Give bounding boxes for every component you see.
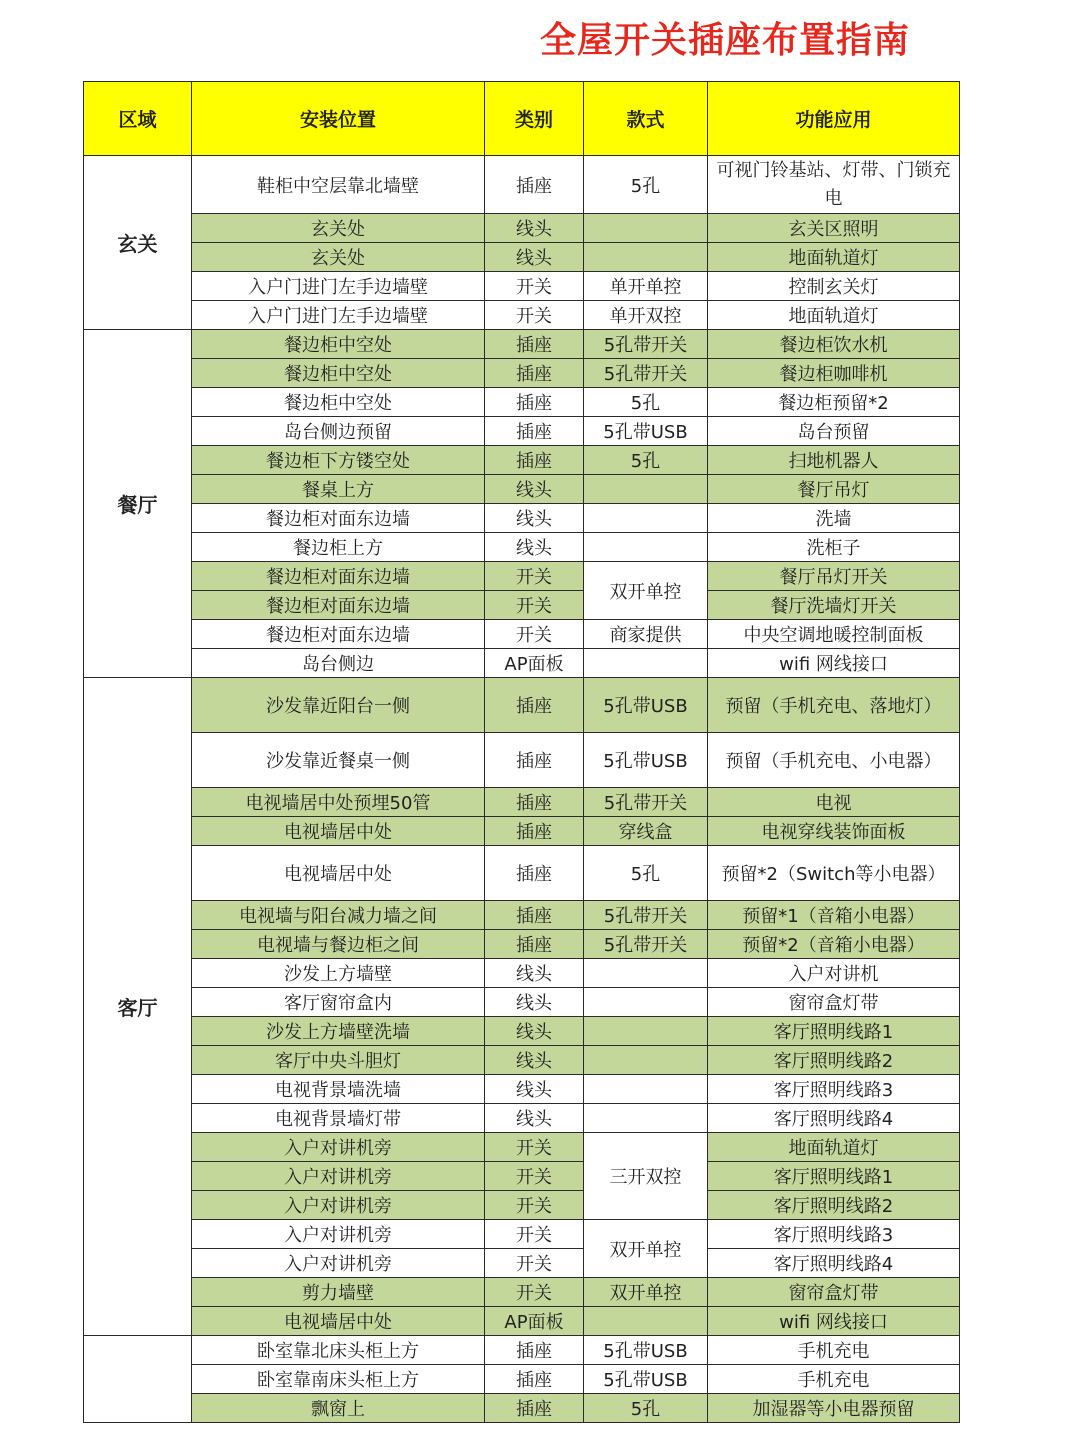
cell-function: 手机充电 (708, 1365, 960, 1394)
table-row (84, 959, 960, 988)
cell-category: 插座 (485, 1336, 584, 1365)
cell-category: 线头 (485, 475, 584, 504)
table-row (84, 1191, 960, 1220)
cell-location: 餐桌上方 (192, 475, 485, 504)
cell-style: 5孔带开关 (584, 359, 708, 388)
table-row (84, 846, 960, 901)
cell-category: 开关 (485, 1191, 584, 1220)
table-row (84, 1046, 960, 1075)
cell-style (584, 1046, 708, 1075)
cell-style: 5孔带开关 (584, 930, 708, 959)
cell-function: 加湿器等小电器预留 (708, 1394, 960, 1423)
table-row (84, 475, 960, 504)
cell-location: 玄关处 (192, 243, 485, 272)
cell-style (584, 214, 708, 243)
cell-style: 5孔 (584, 446, 708, 475)
cell-function: 预留（手机充电、落地灯） (708, 678, 960, 733)
cell-category: 插座 (485, 388, 584, 417)
cell-category: 线头 (485, 504, 584, 533)
cell-function: 客厅照明线路1 (708, 1017, 960, 1046)
table-row (84, 504, 960, 533)
cell-function: 扫地机器人 (708, 446, 960, 475)
header-region: 区域 (84, 82, 192, 156)
cell-category: 插座 (485, 930, 584, 959)
table-row (84, 562, 960, 591)
cell-style (584, 475, 708, 504)
cell-function: 洗柜子 (708, 533, 960, 562)
cell-location: 鞋柜中空层靠北墙壁 (192, 156, 485, 214)
header-category: 类别 (485, 82, 584, 156)
cell-function: 餐边柜饮水机 (708, 330, 960, 359)
table-row (84, 1394, 960, 1423)
cell-location: 电视墙居中处 (192, 1307, 485, 1336)
table-row (84, 678, 960, 733)
table-row (84, 330, 960, 359)
cell-function: 洗墙 (708, 504, 960, 533)
cell-style: 5孔带USB (584, 1365, 708, 1394)
cell-function: 客厅照明线路3 (708, 1075, 960, 1104)
cell-location: 岛台侧边 (192, 649, 485, 678)
cell-location: 电视墙与阳台减力墙之间 (192, 901, 485, 930)
cell-category: 插座 (485, 901, 584, 930)
table-row (84, 1249, 960, 1278)
cell-function: 岛台预留 (708, 417, 960, 446)
cell-style: 5孔 (584, 388, 708, 417)
cell-location: 餐边柜中空处 (192, 359, 485, 388)
cell-category: AP面板 (485, 1307, 584, 1336)
cell-style (584, 1307, 708, 1336)
cell-style: 5孔带开关 (584, 330, 708, 359)
cell-style: 5孔 (584, 156, 708, 214)
region-bedroom (84, 1336, 192, 1423)
table-row (84, 1017, 960, 1046)
table-row (84, 1162, 960, 1191)
cell-category: 开关 (485, 591, 584, 620)
cell-category: 插座 (485, 446, 584, 475)
cell-function: 餐厅吊灯开关 (708, 562, 960, 591)
cell-style (584, 1017, 708, 1046)
table-row (84, 388, 960, 417)
cell-function: 预留*2（Switch等小电器） (708, 846, 960, 901)
cell-category: 线头 (485, 1017, 584, 1046)
cell-style (584, 533, 708, 562)
cell-category: 开关 (485, 1133, 584, 1162)
cell-location: 客厅窗帘盒内 (192, 988, 485, 1017)
cell-location: 餐边柜上方 (192, 533, 485, 562)
cell-location: 入户对讲机旁 (192, 1249, 485, 1278)
cell-style: 双开单控 (584, 1220, 708, 1278)
cell-function: 餐厅吊灯 (708, 475, 960, 504)
table-row (84, 930, 960, 959)
cell-function: 客厅照明线路2 (708, 1046, 960, 1075)
cell-location: 餐边柜对面东边墙 (192, 504, 485, 533)
cell-function: wifi 网线接口 (708, 649, 960, 678)
cell-location: 入户门进门左手边墙壁 (192, 272, 485, 301)
cell-location: 电视背景墙洗墙 (192, 1075, 485, 1104)
cell-style: 5孔 (584, 846, 708, 901)
page-title: 全屋开关插座布置指南 (540, 20, 911, 61)
cell-category: 开关 (485, 272, 584, 301)
cell-location: 餐边柜下方镂空处 (192, 446, 485, 475)
cell-location: 卧室靠南床头柜上方 (192, 1365, 485, 1394)
cell-function: 地面轨道灯 (708, 1133, 960, 1162)
cell-function: 玄关区照明 (708, 214, 960, 243)
cell-category: 插座 (485, 1394, 584, 1423)
cell-location: 餐边柜中空处 (192, 388, 485, 417)
table-row (84, 1075, 960, 1104)
cell-function: 电视 (708, 788, 960, 817)
cell-category: 线头 (485, 243, 584, 272)
cell-location: 餐边柜中空处 (192, 330, 485, 359)
cell-style (584, 1075, 708, 1104)
cell-style: 5孔带USB (584, 1336, 708, 1365)
cell-location: 电视墙与餐边柜之间 (192, 930, 485, 959)
cell-function: 地面轨道灯 (708, 301, 960, 330)
table-row (84, 417, 960, 446)
cell-function: 中央空调地暖控制面板 (708, 620, 960, 649)
cell-location: 电视墙居中处预埋50管 (192, 788, 485, 817)
cell-function: 预留（手机充电、小电器） (708, 733, 960, 788)
cell-style: 5孔 (584, 1394, 708, 1423)
cell-category: 插座 (485, 417, 584, 446)
cell-category: 线头 (485, 533, 584, 562)
cell-style: 5孔带开关 (584, 901, 708, 930)
cell-category: 插座 (485, 678, 584, 733)
cell-function: 电视穿线装饰面板 (708, 817, 960, 846)
cell-function: 客厅照明线路4 (708, 1249, 960, 1278)
cell-style: 5孔带USB (584, 678, 708, 733)
table-row (84, 901, 960, 930)
region-canting: 餐厅 (84, 330, 192, 678)
cell-function: 可视门铃基站、灯带、门锁充电 (708, 156, 960, 214)
table-row (84, 988, 960, 1017)
cell-location: 入户门进门左手边墙壁 (192, 301, 485, 330)
cell-style (584, 959, 708, 988)
table-row (84, 1220, 960, 1249)
cell-category: 插座 (485, 330, 584, 359)
cell-function: 餐边柜咖啡机 (708, 359, 960, 388)
cell-function: 控制玄关灯 (708, 272, 960, 301)
header-function: 功能应用 (708, 82, 960, 156)
header-location: 安装位置 (192, 82, 485, 156)
cell-category: 线头 (485, 1046, 584, 1075)
switch-socket-table (83, 81, 960, 1423)
cell-style: 单开单控 (584, 272, 708, 301)
cell-function: 手机充电 (708, 1336, 960, 1365)
cell-category: 插座 (485, 846, 584, 901)
cell-location: 入户对讲机旁 (192, 1191, 485, 1220)
cell-location: 沙发靠近餐桌一侧 (192, 733, 485, 788)
cell-location: 电视墙居中处 (192, 846, 485, 901)
header-style: 款式 (584, 82, 708, 156)
table-row (84, 1336, 960, 1365)
cell-category: 开关 (485, 1278, 584, 1307)
cell-location: 入户对讲机旁 (192, 1133, 485, 1162)
cell-function: 餐边柜预留*2 (708, 388, 960, 417)
cell-category: 插座 (485, 733, 584, 788)
cell-function: wifi 网线接口 (708, 1307, 960, 1336)
region-xuanguan: 玄关 (84, 156, 192, 330)
table-row (84, 446, 960, 475)
cell-style: 商家提供 (584, 620, 708, 649)
table-row (84, 649, 960, 678)
cell-location: 沙发上方墙壁 (192, 959, 485, 988)
table-row (84, 591, 960, 620)
cell-function: 餐厅洗墙灯开关 (708, 591, 960, 620)
cell-location: 餐边柜对面东边墙 (192, 620, 485, 649)
cell-location: 岛台侧边预留 (192, 417, 485, 446)
cell-category: 插座 (485, 1365, 584, 1394)
cell-location: 客厅中央斗胆灯 (192, 1046, 485, 1075)
cell-style (584, 988, 708, 1017)
cell-style: 三开双控 (584, 1133, 708, 1220)
cell-category: 开关 (485, 301, 584, 330)
cell-location: 沙发靠近阳台一侧 (192, 678, 485, 733)
table-header-row (84, 82, 960, 156)
cell-category: 开关 (485, 1220, 584, 1249)
cell-location: 餐边柜对面东边墙 (192, 562, 485, 591)
cell-style: 穿线盒 (584, 817, 708, 846)
cell-style: 5孔带USB (584, 417, 708, 446)
cell-function: 入户对讲机 (708, 959, 960, 988)
cell-category: 线头 (485, 959, 584, 988)
cell-category: 插座 (485, 817, 584, 846)
table-row (84, 359, 960, 388)
table-row (84, 272, 960, 301)
cell-location: 剪力墙壁 (192, 1278, 485, 1307)
cell-category: 插座 (485, 156, 584, 214)
table-row (84, 1365, 960, 1394)
cell-style: 单开双控 (584, 301, 708, 330)
table-row (84, 243, 960, 272)
cell-function: 地面轨道灯 (708, 243, 960, 272)
cell-style (584, 504, 708, 533)
cell-function: 客厅照明线路2 (708, 1191, 960, 1220)
cell-location: 餐边柜对面东边墙 (192, 591, 485, 620)
cell-location: 卧室靠北床头柜上方 (192, 1336, 485, 1365)
region-keting: 客厅 (84, 678, 192, 1336)
table-row (84, 788, 960, 817)
table-row (84, 733, 960, 788)
cell-category: 开关 (485, 562, 584, 591)
cell-location: 入户对讲机旁 (192, 1162, 485, 1191)
cell-function: 预留*2（音箱小电器） (708, 930, 960, 959)
table-row (84, 1104, 960, 1133)
cell-category: 插座 (485, 359, 584, 388)
cell-location: 飘窗上 (192, 1394, 485, 1423)
cell-function: 客厅照明线路1 (708, 1162, 960, 1191)
table-row (84, 214, 960, 243)
cell-location: 入户对讲机旁 (192, 1220, 485, 1249)
cell-category: 开关 (485, 1249, 584, 1278)
cell-style (584, 1104, 708, 1133)
cell-style: 双开单控 (584, 562, 708, 620)
cell-category: 线头 (485, 1075, 584, 1104)
cell-location: 玄关处 (192, 214, 485, 243)
cell-style: 5孔带开关 (584, 788, 708, 817)
table-row (84, 1278, 960, 1307)
cell-category: 开关 (485, 1162, 584, 1191)
cell-function: 预留*1（音箱小电器） (708, 901, 960, 930)
cell-category: 线头 (485, 1104, 584, 1133)
cell-style: 5孔带USB (584, 733, 708, 788)
cell-function: 窗帘盒灯带 (708, 988, 960, 1017)
table-row (84, 620, 960, 649)
cell-category: AP面板 (485, 649, 584, 678)
table-row (84, 1133, 960, 1162)
cell-function: 窗帘盒灯带 (708, 1278, 960, 1307)
table-row (84, 533, 960, 562)
cell-category: 线头 (485, 214, 584, 243)
cell-category: 开关 (485, 620, 584, 649)
cell-category: 插座 (485, 788, 584, 817)
cell-category: 线头 (485, 988, 584, 1017)
cell-style (584, 243, 708, 272)
table-row (84, 156, 960, 214)
cell-location: 电视墙居中处 (192, 817, 485, 846)
cell-style: 双开单控 (584, 1278, 708, 1307)
cell-location: 电视背景墙灯带 (192, 1104, 485, 1133)
cell-location: 沙发上方墙壁洗墙 (192, 1017, 485, 1046)
table-row (84, 1307, 960, 1336)
cell-function: 客厅照明线路3 (708, 1220, 960, 1249)
cell-function: 客厅照明线路4 (708, 1104, 960, 1133)
cell-style (584, 649, 708, 678)
table-row (84, 301, 960, 330)
table-row (84, 817, 960, 846)
